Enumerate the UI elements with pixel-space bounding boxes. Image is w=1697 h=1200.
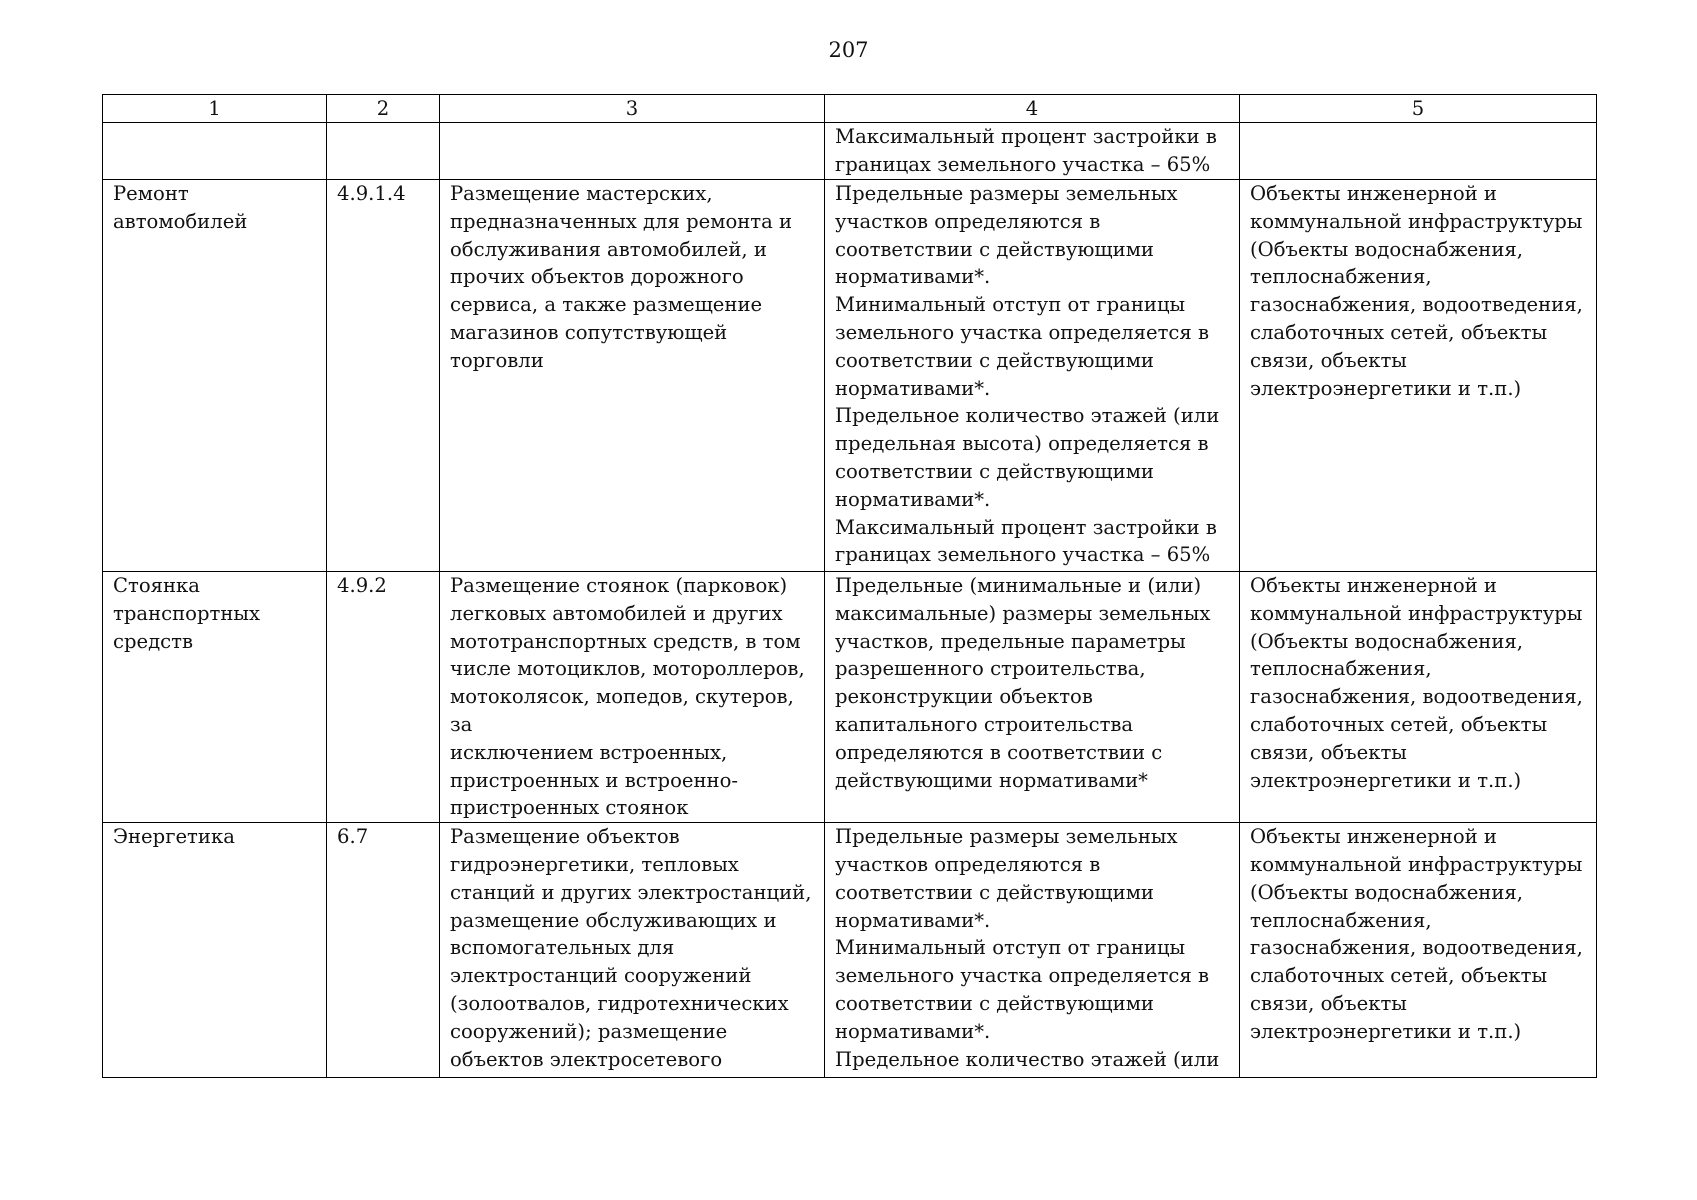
cell-use-description: Размещение мастерских, предназначенных для ремонта и обслуживания автомобилей, и прочих объектов дорожного сервиса, а также размещение магазинов сопутствующей торговли — [440, 180, 825, 572]
cell-infrastructure: Объекты инженерной и коммунальной инфраструктуры (Объекты водоснабжения, теплоснабжения, газоснабжения, водоотведения, слаботочных сетей, объекты связи, объекты электроэнергетики и т.п.) — [1240, 572, 1597, 823]
cell-infrastructure: Объекты инженерной и коммунальной инфраструктуры (Объекты водоснабжения, теплоснабжения, газоснабжения, водоотведения, слаботочных сетей, объекты связи, объекты электроэнергетики и т.п.) — [1240, 823, 1597, 1078]
cell-use-code: 4.9.1.4 — [327, 180, 440, 572]
cell-use-code: 4.9.2 — [327, 572, 440, 823]
cell-use-description — [440, 123, 825, 180]
table-row — [103, 180, 1597, 572]
table-row — [103, 572, 1597, 823]
cell-use-code: 6.7 — [327, 823, 440, 1078]
cell-use-name — [103, 123, 327, 180]
header-cell-4: 4 — [825, 95, 1240, 123]
cell-parameters: Предельные (минимальные и (или) максимальные) размеры земельных участков, предельные параметры разрешенного строительства, реконструкции объектов капитального строительства определяются в соответствии с действующими нормативами* — [825, 572, 1240, 823]
zoning-table — [102, 94, 1597, 1078]
header-cell-3: 3 — [440, 95, 825, 123]
cell-parameters: Предельные размеры земельных участков определяются в соответствии с действующими нормативами*. Минимальный отступ от границы земельного участка определяется в соответствии с действующими нормативами*. Предельное количество этажей (или — [825, 823, 1240, 1078]
cell-use-description: Размещение объектов гидроэнергетики, тепловых станций и других электростанций, размещение обслуживающих и вспомогательных для электростанций сооружений (золоотвалов, гидротехнических сооружений); размещение объектов электросетевого — [440, 823, 825, 1078]
cell-parameters: Максимальный процент застройки в границах земельного участка – 65% — [825, 123, 1240, 180]
cell-infrastructure — [1240, 123, 1597, 180]
cell-use-code — [327, 123, 440, 180]
table-header-row — [103, 95, 1597, 123]
table-row — [103, 123, 1597, 180]
cell-use-description: Размещение стоянок (парковок) легковых автомобилей и других мототранспортных средств, в том числе мотоциклов, мотороллеров, мотоколясок, мопедов, скутеров, за исключением встроенных, пристроенных и встроенно- пристроенных стоянок — [440, 572, 825, 823]
cell-use-name: Ремонт автомобилей — [103, 180, 327, 572]
header-cell-5: 5 — [1240, 95, 1597, 123]
cell-infrastructure: Объекты инженерной и коммунальной инфраструктуры (Объекты водоснабжения, теплоснабжения, газоснабжения, водоотведения, слаботочных сетей, объекты связи, объекты электроэнергетики и т.п.) — [1240, 180, 1597, 572]
cell-parameters: Предельные размеры земельных участков определяются в соответствии с действующими нормативами*. Минимальный отступ от границы земельного участка определяется в соответствии с действующими нормативами*. Предельное количество этажей (или предельная высота) определяется в соответствии с действующими нормативами*. Максимальный процент застройки в границах земельного участка – 65% — [825, 180, 1240, 572]
page-number: 207 — [828, 38, 869, 62]
header-cell-1: 1 — [103, 95, 327, 123]
cell-use-name: Энергетика — [103, 823, 327, 1078]
header-cell-2: 2 — [327, 95, 440, 123]
table-row — [103, 823, 1597, 1078]
cell-use-name: Стоянка транспортных средств — [103, 572, 327, 823]
